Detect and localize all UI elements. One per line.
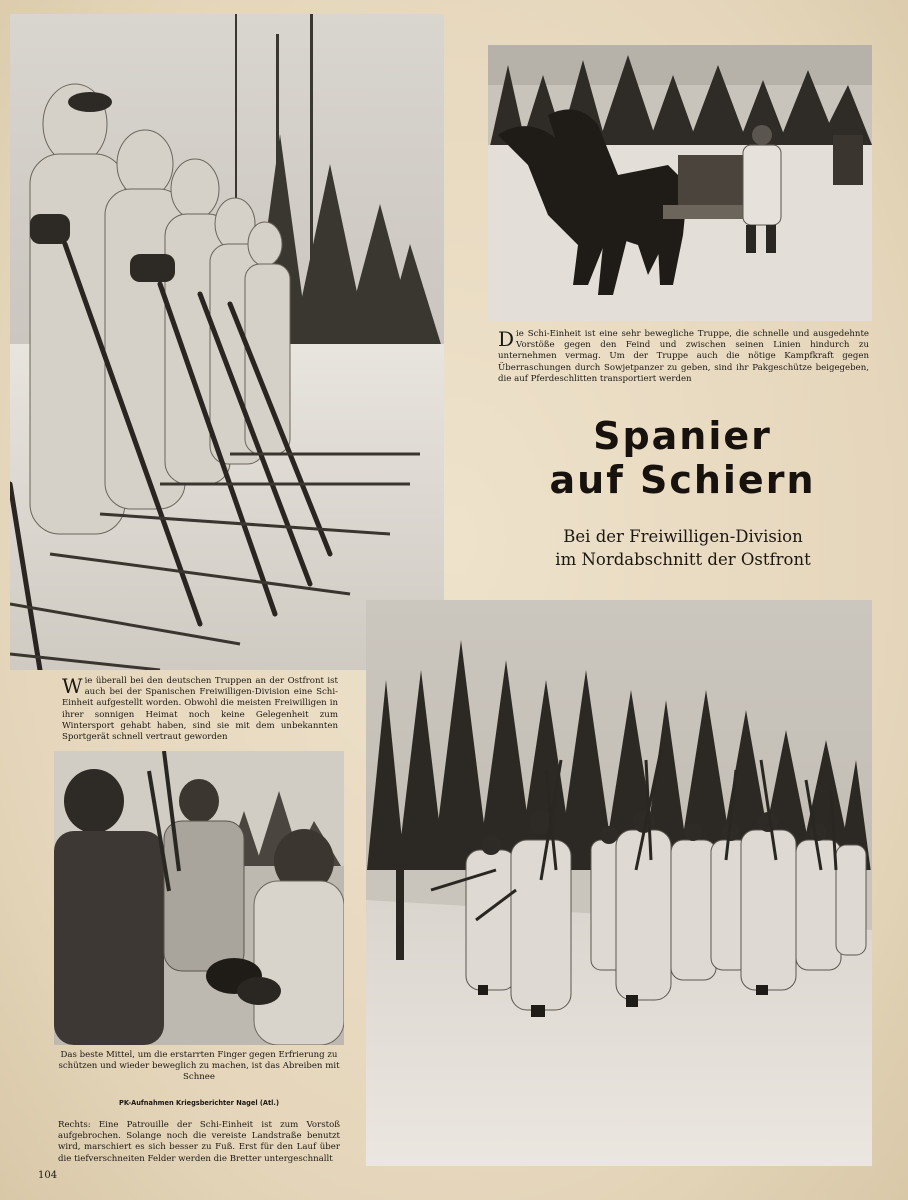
article-title	[480, 414, 885, 502]
caption-sleigh	[498, 329, 869, 385]
caption-text: Das beste Mittel, um die erstarrten Finger gegen Erfrierung zu schützen und wieder beweglich zu machen, ist das Abreiben mit Schnee	[58, 1050, 340, 1083]
subtitle-line-2: im Nordabschnitt der Ostfront	[555, 550, 811, 569]
caption-text: ie Schi-Einheit ist eine sehr bewegliche Truppe, die schnelle und ausgedehnte Vorstöße gegen den Feind und zwischen seinen Linien hindurch zu unternehmen vermag. Um der Truppe auch die nötige Kampfkraft gegen Überraschungen durch Sowjetpanzer zu geben, sind ihr Pakgeschütze beigegeben, die auf Pferdeschlitten transportiert werden	[498, 329, 869, 384]
article-subtitle	[500, 525, 866, 571]
caption-text: Rechts: Eine Patrouille der Schi-Einheit ist zum Vorstoß aufgebrochen. Solange noch die vereiste Landstraße benutzt wird, marschiert es sich besser zu Fuß. Erst für den Lauf über die tiefverschneiten Felder werden die Bretter untergeschnallt	[58, 1120, 340, 1164]
caption-text: ie überall bei den deutschen Truppen an der Ostfront ist auch bei der Spanischen Freiwilligen-Division eine Schi-Einheit aufgestellt worden. Obwohl die meisten Freiwilligen in ihrer sonnigen Heimat noch keine Gelegenheit zum Wintersport gehabt haben, sind sie mit dem unbekannten Sportgerät schnell vertraut geworden	[62, 676, 338, 743]
dropcap: D	[498, 327, 515, 351]
photo-credit: PK-Aufnahmen Kriegsberichter Nagel (Atl.)	[119, 1099, 279, 1107]
caption-skiers	[62, 676, 338, 743]
title-line-1: Spanier	[593, 414, 772, 458]
caption-snow	[58, 1050, 340, 1084]
page-number: 104	[38, 1170, 58, 1181]
dropcap: W	[62, 674, 83, 698]
title-line-2: auf Schiern	[549, 458, 816, 502]
caption-patrol	[58, 1120, 340, 1165]
photo-patrol-march	[366, 600, 872, 1166]
photo-horse-sleigh	[488, 45, 872, 321]
subtitle-line-1: Bei der Freiwilligen-Division	[563, 527, 803, 546]
photo-skiers-lineup	[10, 14, 444, 670]
photo-snow-rub	[54, 751, 344, 1045]
